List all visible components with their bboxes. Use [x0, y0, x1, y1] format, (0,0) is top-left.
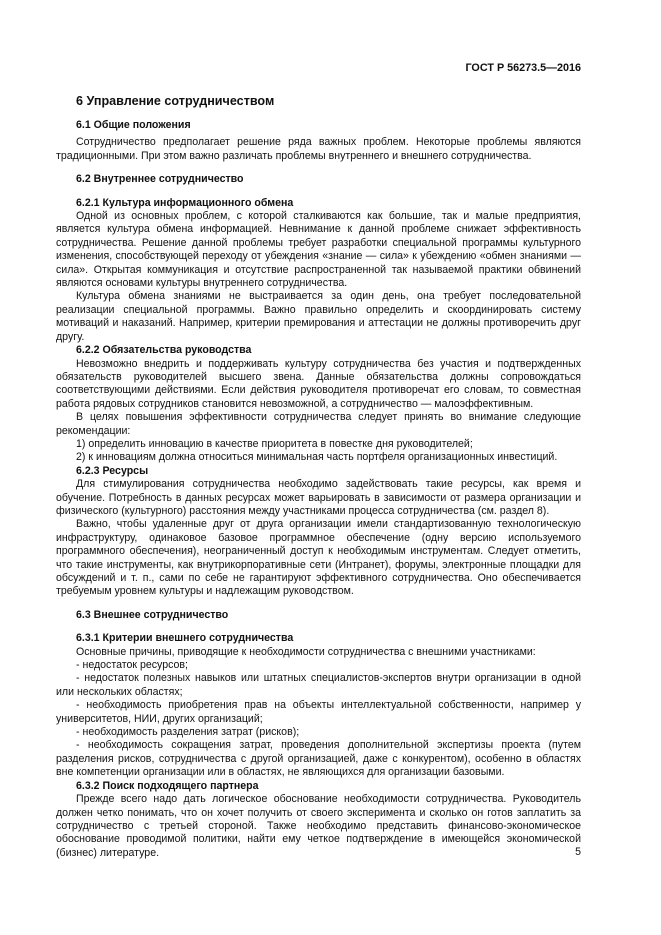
list-item: - необходимость сокращения затрат, проведения дополнительной экспертизы проекта (путем разделения рисков, сотрудничества с другой организацией, даже с конкурентом), особенно в областях вне компетенции организации или в областях, не являющихся для организации базовыми. — [56, 739, 581, 779]
section-6-3-1-title: 6.3.1 Критерии внешнего сотрудничества — [76, 632, 294, 645]
list-item: - необходимость разделения затрат (рисков); — [76, 726, 300, 739]
paragraph: Культура обмена знаниями не выстраивается за один день, она требует последовательной реализации специальной программы. Важно правильно определить и скоординировать систему мотиваций и наказаний. Например, критерии премирования и аттестации не должны противоречить друг другу. — [56, 290, 581, 343]
paragraph: Важно, чтобы удаленные друг от друга организации имели стандартизованную технологическую инфраструктуру, одинаковое базовое программное обеспечение (одну версию используемого программного обеспечения), неограниченный доступ к необходимым инструментам. Следует отметить, что такие инструменты, как внутрикорпоративные сети (Интранет), форумы, электронные площадки для обсуждений и т. п., сами по себе не гарантируют эффективного сотрудничества. Оно обеспечивается требуемым уровнем культуры и надлежащим руководством. — [56, 518, 581, 598]
section-6-2-3-title: 6.2.3 Ресурсы — [76, 464, 149, 477]
section-6-1-title: 6.1 Общие положения — [76, 119, 191, 131]
section-6-title: 6 Управление сотрудничеством — [76, 94, 275, 108]
paragraph: Основные причины, приводящие к необходимости сотрудничества с внешними участниками: — [76, 645, 536, 658]
section-6-2-2-title: 6.2.2 Обязательства руководства — [76, 344, 252, 357]
page-number: 5 — [575, 846, 581, 858]
page-body — [56, 93, 581, 860]
list-item: - недостаток полезных навыков или штатных специалистов-экспертов внутри организации в одной или нескольких областях; — [56, 672, 581, 698]
paragraph: Одной из основных проблем, с которой сталкиваются как большие, так и малые предприятия, является культура обмена информацией. Невнимание к данной проблеме снижает эффективность сотрудничества. Решение данной проблемы требует разработки специальной программы культурного изменения, способствующей переходу от убеждения «знание — сила» к убеждению «обмен знаниями — сила». Открытая коммуникация и отсутствие распространенной так называемой практики обвинений являются основами культуры внутреннего сотрудничества. — [56, 210, 581, 290]
document-header: ГОСТ Р 56273.5—2016 — [465, 62, 581, 74]
paragraph: Для стимулирования сотрудничества необходимо задействовать такие ресурсы, как время и обучение. Потребность в данных ресурсах может варьировать в зависимости от размера организации и физического (культурного) расстояния между участниками процесса сотрудничества (см. раздел 8). — [56, 478, 581, 517]
paragraph: В целях повышения эффективности сотрудничества следует принять во внимание следующие рекомендации: — [56, 411, 581, 437]
paragraph: Невозможно внедрить и поддерживать культуру сотрудничества без участия и подтвержденных обязательств руководителей высшего звена. Данные обязательства должны сопровождаться соответствующими действиями. Если действия руководителя противоречат его словам, то совместная работа рядовых сотрудников становится невозможной, а сотрудничество — малоэффективным. — [56, 357, 581, 410]
list-item: 1) определить инновацию в качестве приоритета в повестке дня руководителей; — [76, 437, 473, 450]
section-6-2-1-title: 6.2.1 Культура информационного обмена — [76, 196, 294, 209]
section-6-2-title: 6.2 Внутреннее сотрудничество — [76, 173, 244, 186]
section-6-3-title: 6.3 Внешнее сотрудничество — [76, 608, 229, 621]
list-item: - недостаток ресурсов; — [76, 659, 188, 672]
paragraph: Сотрудничество предполагает решение ряда важных проблем. Некоторые проблемы являются традиционными. При этом важно различать проблемы внутреннего и внешнего сотрудничества. — [56, 136, 581, 162]
section-6-3-2-title: 6.3.2 Поиск подходящего партнера — [76, 779, 259, 792]
list-item: - необходимость приобретения прав на объекты интеллектуальной собственности, например у университетов, НИИ, других организаций; — [56, 699, 581, 725]
paragraph: Прежде всего надо дать логическое обоснование необходимости сотрудничества. Руководитель должен четко понимать, что он хочет получить от своего эксперимента и сколько он готов заплатить за сотрудничество с третьей стороной. Также необходимо представить финансово-экономическое обоснование проводимой политики, найти ему четкое подтверждение в имеющейся экономической (бизнес) литературе. — [56, 793, 581, 859]
list-item: 2) к инновациям должна относиться минимальная часть портфеля организационных инвестиций. — [76, 451, 558, 464]
